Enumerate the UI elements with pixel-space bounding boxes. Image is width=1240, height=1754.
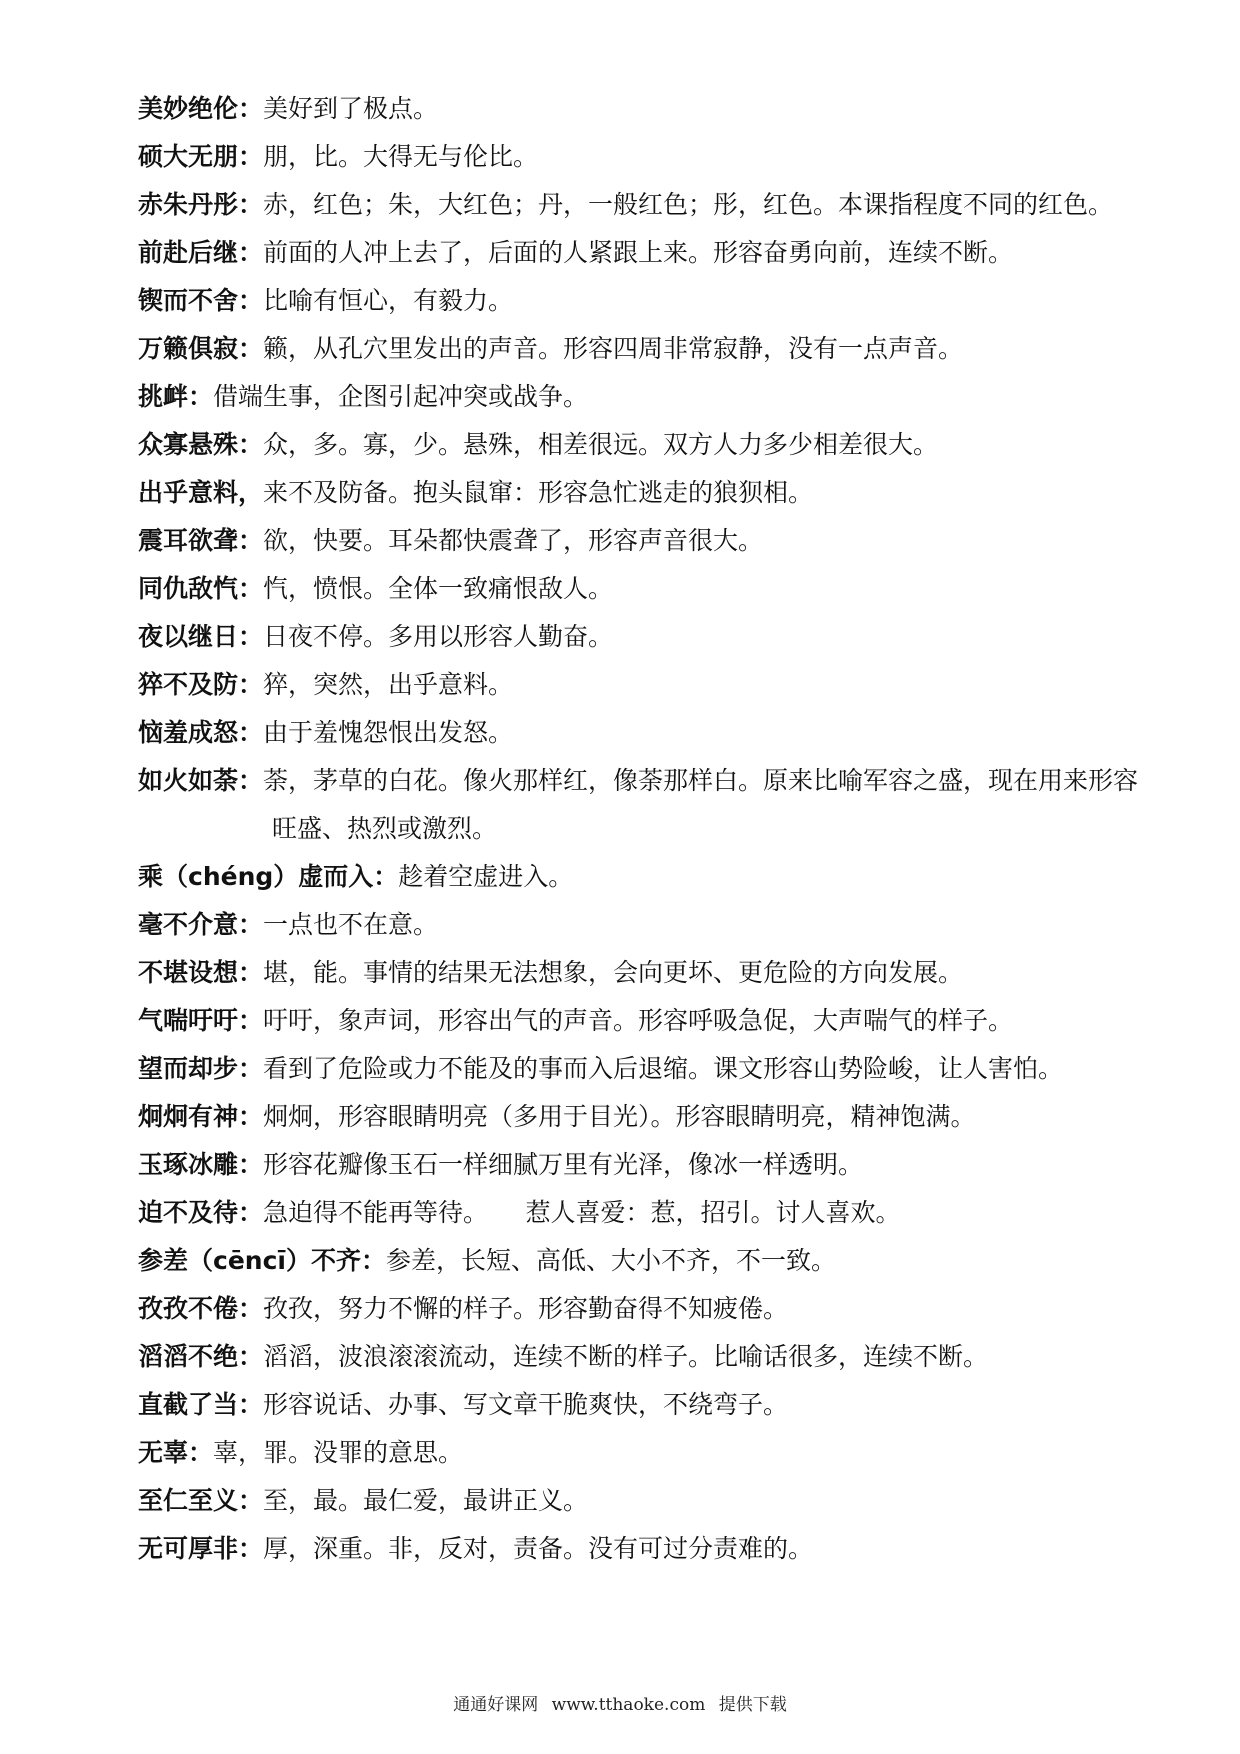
idiom-term: 猝不及防： bbox=[138, 670, 264, 699]
idiom-definition: 参差，长短、高低、大小不齐，不一致。 bbox=[385, 1246, 836, 1275]
footer-site: 通通好课网 bbox=[453, 1695, 539, 1715]
idiom-entry bbox=[138, 476, 1178, 524]
idiom-term: 玉琢冰雕： bbox=[138, 1150, 264, 1179]
idiom-term: 直截了当： bbox=[138, 1390, 264, 1419]
idiom-term: 炯炯有神： bbox=[138, 1102, 264, 1131]
idiom-definition: 前面的人冲上去了，后面的人紧跟上来。形容奋勇向前，连续不断。 bbox=[263, 238, 1014, 267]
idiom-definition: 忾，愤恨。全体一致痛恨敌人。 bbox=[263, 574, 614, 603]
idiom-entry bbox=[138, 1436, 1178, 1484]
idiom-definition: 看到了危险或力不能及的事而入后退缩。课文形容山势险峻，让人害怕。 bbox=[263, 1054, 1064, 1083]
idiom-definition: 赤，红色；朱，大红色；丹，一般红色；彤，红色。本课指程度不同的红色。 bbox=[263, 190, 1114, 219]
footer-url: www.tthaoke.com bbox=[551, 1695, 706, 1715]
page-footer bbox=[0, 1690, 1240, 1715]
idiom-entry bbox=[138, 92, 1178, 140]
idiom-definition: 趁着空虚进入。 bbox=[398, 862, 574, 891]
idiom-entry bbox=[138, 140, 1178, 188]
idiom-definition: 比喻有恒心，有毅力。 bbox=[263, 286, 514, 315]
idiom-definition: 朋，比。大得无与伦比。 bbox=[263, 142, 539, 171]
idiom-term: 参差（cēncī）不齐： bbox=[138, 1246, 386, 1275]
idiom-term: 乘（chéng）虚而入： bbox=[138, 862, 399, 891]
idiom-entry bbox=[138, 572, 1178, 620]
idiom-definition: 至，最。最仁爱，最讲正义。 bbox=[263, 1486, 589, 1515]
idiom-entry bbox=[138, 1388, 1178, 1436]
idiom-definition: 众，多。寡，少。悬殊，相差很远。双方人力多少相差很大。 bbox=[263, 430, 939, 459]
idiom-entry bbox=[138, 1292, 1178, 1340]
idiom-term: 孜孜不倦： bbox=[138, 1294, 264, 1323]
idiom-definition: 一点也不在意。 bbox=[263, 910, 439, 939]
idiom-entry bbox=[138, 1052, 1178, 1100]
idiom-term: 至仁至义： bbox=[138, 1486, 264, 1515]
idiom-term: 滔滔不绝： bbox=[138, 1342, 264, 1371]
idiom-term: 挑衅： bbox=[138, 382, 214, 411]
idiom-entry bbox=[138, 284, 1178, 332]
idiom-definition: 炯炯，形容眼睛明亮（多用于目光）。形容眼睛明亮，精神饱满。 bbox=[263, 1102, 976, 1131]
idiom-entry bbox=[138, 860, 1178, 908]
idiom-entry bbox=[138, 764, 1178, 860]
idiom-term: 气喘吁吁： bbox=[138, 1006, 264, 1035]
idiom-definition: 形容说话、办事、写文章干脆爽快，不绕弯子。 bbox=[263, 1390, 789, 1419]
idiom-definition-continued: 旺盛、热烈或激烈。 bbox=[272, 814, 498, 843]
idiom-definition: 形容花瓣像玉石一样细腻万里有光泽，像冰一样透明。 bbox=[263, 1150, 864, 1179]
idiom-term: 万籁俱寂： bbox=[138, 334, 264, 363]
idiom-term: 无辜： bbox=[138, 1438, 214, 1467]
idiom-term: 前赴后继： bbox=[138, 238, 264, 267]
idiom-entry bbox=[138, 1484, 1178, 1532]
idiom-definition: 由于羞愧怨恨出发怒。 bbox=[263, 718, 514, 747]
idiom-term: 不堪设想： bbox=[138, 958, 264, 987]
idiom-definition: 美好到了极点。 bbox=[263, 94, 439, 123]
idiom-term: 迫不及待： bbox=[138, 1198, 264, 1227]
idiom-definition: 荼，茅草的白花。像火那样红，像荼那样白。原来比喻军容之盛，现在用来形容 bbox=[263, 766, 1139, 795]
idiom-definition: 吁吁，象声词，形容出气的声音。形容呼吸急促，大声喘气的样子。 bbox=[263, 1006, 1014, 1035]
idiom-definition: 辜，罪。没罪的意思。 bbox=[213, 1438, 464, 1467]
idiom-entry bbox=[138, 620, 1178, 668]
idiom-entry bbox=[138, 716, 1178, 764]
idiom-term: 出乎意料， bbox=[138, 478, 264, 507]
idiom-term: 夜以继日： bbox=[138, 622, 264, 651]
idiom-entry bbox=[138, 956, 1178, 1004]
idiom-definition: 厚，深重。非，反对，责备。没有可过分责难的。 bbox=[263, 1534, 814, 1563]
idiom-term: 硕大无朋： bbox=[138, 142, 264, 171]
idiom-entry bbox=[138, 380, 1178, 428]
idiom-entry bbox=[138, 668, 1178, 716]
idiom-entry bbox=[138, 1004, 1178, 1052]
idiom-term: 众寡悬殊： bbox=[138, 430, 264, 459]
idiom-entry bbox=[138, 428, 1178, 476]
idiom-definition: 日夜不停。多用以形容人勤奋。 bbox=[263, 622, 614, 651]
idiom-definition: 借端生事，企图引起冲突或战争。 bbox=[213, 382, 589, 411]
idiom-definition: 孜孜，努力不懈的样子。形容勤奋得不知疲倦。 bbox=[263, 1294, 789, 1323]
idiom-definition: 急迫得不能再等待。 惹人喜爱：惹，招引。讨人喜欢。 bbox=[263, 1198, 901, 1227]
idiom-term: 同仇敌忾： bbox=[138, 574, 264, 603]
idiom-entry bbox=[138, 236, 1178, 284]
idiom-term: 如火如荼： bbox=[138, 766, 264, 795]
idiom-term: 恼羞成怒： bbox=[138, 718, 264, 747]
idiom-entry bbox=[138, 332, 1178, 380]
idiom-definition: 籁，从孔穴里发出的声音。形容四周非常寂静，没有一点声音。 bbox=[263, 334, 964, 363]
idiom-entry bbox=[138, 1244, 1178, 1292]
idiom-definition: 欲，快要。耳朵都快震聋了，形容声音很大。 bbox=[263, 526, 764, 555]
idiom-term: 望而却步： bbox=[138, 1054, 264, 1083]
idiom-term: 美妙绝伦： bbox=[138, 94, 264, 123]
idiom-definition: 滔滔，波浪滚滚流动，连续不断的样子。比喻话很多，连续不断。 bbox=[263, 1342, 989, 1371]
idiom-term: 锲而不舍： bbox=[138, 286, 264, 315]
footer-note: 提供下载 bbox=[718, 1695, 787, 1715]
idiom-term: 赤朱丹彤： bbox=[138, 190, 264, 219]
idiom-term: 震耳欲聋： bbox=[138, 526, 264, 555]
idiom-entry bbox=[138, 1100, 1178, 1148]
idiom-entry bbox=[138, 1532, 1178, 1580]
idiom-entry bbox=[138, 188, 1178, 236]
idiom-list bbox=[138, 92, 1178, 1580]
idiom-entry bbox=[138, 908, 1178, 956]
idiom-entry bbox=[138, 1196, 1178, 1244]
idiom-term: 毫不介意： bbox=[138, 910, 264, 939]
idiom-definition: 来不及防备。抱头鼠窜：形容急忙逃走的狼狈相。 bbox=[263, 478, 814, 507]
idiom-entry bbox=[138, 1340, 1178, 1388]
idiom-definition: 堪，能。事情的结果无法想象，会向更坏、更危险的方向发展。 bbox=[263, 958, 964, 987]
idiom-term: 无可厚非： bbox=[138, 1534, 264, 1563]
idiom-entry bbox=[138, 1148, 1178, 1196]
idiom-definition: 猝，突然，出乎意料。 bbox=[263, 670, 514, 699]
idiom-entry bbox=[138, 524, 1178, 572]
